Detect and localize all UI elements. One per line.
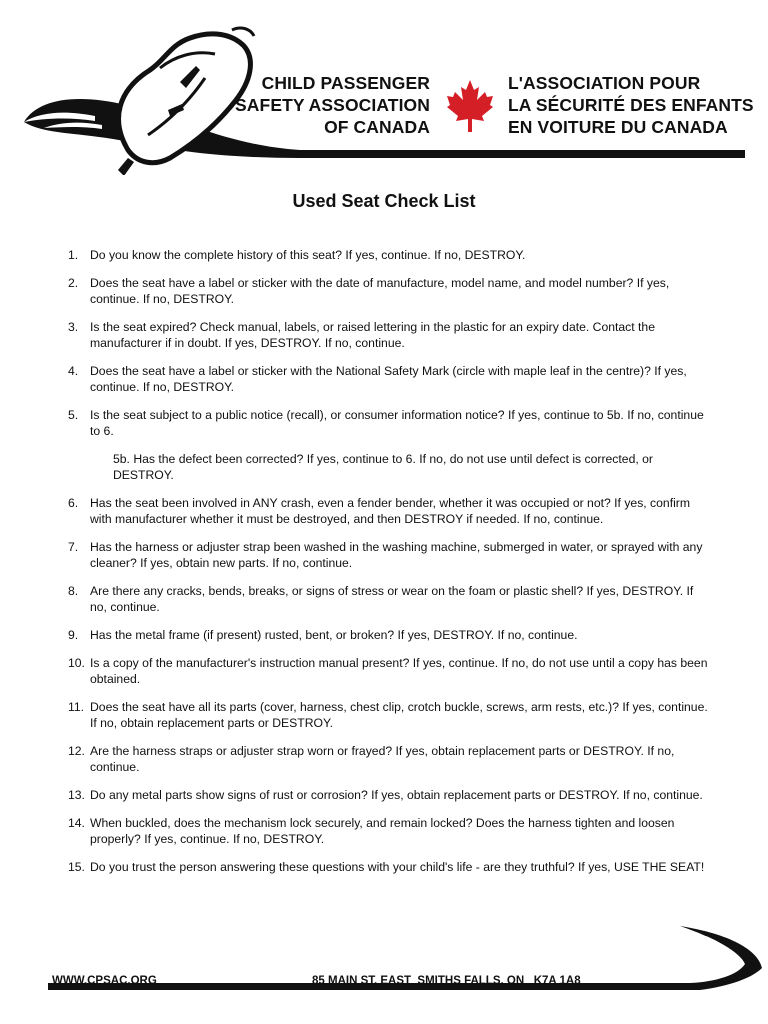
item-number: 14. <box>68 816 85 830</box>
org-name-english <box>235 72 430 138</box>
checklist-item <box>68 495 708 527</box>
item-text: Has the harness or adjuster strap been washed in the washing machine, submerged in water, or sprayed with any cleaner? If yes, obtain new parts. If no, continue. <box>90 540 703 570</box>
item-text: Has the metal frame (if present) rusted, bent, or broken? If yes, DESTROY. If no, continue. <box>90 628 578 642</box>
item-number: 9. <box>68 628 79 642</box>
org-name-fr-line: EN VOITURE DU CANADA <box>508 117 728 137</box>
item-text: Are the harness straps or adjuster strap worn or frayed? If yes, obtain replacement parts or DESTROY. If no, continue. <box>90 744 675 774</box>
item-number: 15. <box>68 860 85 874</box>
letterhead <box>0 0 768 175</box>
item-number: 2. <box>68 276 79 290</box>
item-text: Do you trust the person answering these questions with your child's life - are they truthful? If yes, USE THE SEAT! <box>90 860 705 874</box>
item-number: 13. <box>68 788 85 802</box>
page-title: Used Seat Check List <box>292 191 476 211</box>
checklist-item <box>68 319 708 351</box>
org-name-fr-line: LA SÉCURITÉ DES ENFANTS <box>508 95 754 115</box>
mailing-address: 85 MAIN ST. EAST SMITHS FALLS, ON K7A 1A8 <box>312 975 581 987</box>
item-text: When buckled, does the mechanism lock securely, and remain locked? Does the harness tighten and loosen properly? If yes, continue. If no, DESTROY. <box>90 816 675 846</box>
item-text: Does the seat have a label or sticker with the date of manufacture, model name, and model number? If yes, continue. If no, DESTROY. <box>90 276 670 306</box>
item-number: 7. <box>68 540 79 554</box>
item-number: 10. <box>68 656 85 670</box>
item-number: 8. <box>68 584 79 598</box>
road-swoosh-icon <box>0 920 768 1024</box>
page-footer <box>0 920 768 1024</box>
org-name-french <box>508 72 754 138</box>
maple-leaf-icon <box>446 78 494 134</box>
checklist-item <box>68 627 708 643</box>
website-link[interactable]: WWW.CPSAC.ORG <box>52 975 157 987</box>
item-text: Is the seat subject to a public notice (recall), or consumer information notice? If yes, continue to 5b. If no, continue to 6. <box>90 408 704 438</box>
item-number: 6. <box>68 496 79 510</box>
item-number: 12. <box>68 744 85 758</box>
checklist-item <box>68 247 708 263</box>
org-name-en-line: OF CANADA <box>324 117 430 137</box>
org-name-en-line: SAFETY ASSOCIATION <box>235 95 430 115</box>
item-text: Does the seat have a label or sticker with the National Safety Mark (circle with maple leaf in the centre)? If yes, continue. If no, DESTROY. <box>90 364 687 394</box>
checklist-item <box>68 699 708 731</box>
checklist-item <box>68 583 708 615</box>
item-number: 4. <box>68 364 79 378</box>
item-text: Is the seat expired? Check manual, labels, or raised lettering in the plastic for an expiry date. Contact the manufacturer if in doubt. If yes, DESTROY. If no, continue. <box>90 320 655 350</box>
checklist-item <box>68 275 708 307</box>
item-text: Has the seat been involved in ANY crash, even a fender bender, whether it was occupied or not? If yes, confirm with manufacturer whether it must be destroyed, and then DESTROY if needed. If no, continue. <box>90 496 691 526</box>
item-number: 11. <box>68 700 85 714</box>
checklist-item <box>68 743 708 775</box>
checklist-item <box>68 815 708 847</box>
org-name-en-line: CHILD PASSENGER <box>261 73 430 93</box>
item-text: Do any metal parts show signs of rust or corrosion? If yes, obtain replacement parts or DESTROY. If no, continue. <box>90 788 703 802</box>
item-number: 5. <box>68 408 79 422</box>
item-text: Is a copy of the manufacturer's instruction manual present? If yes, continue. If no, do not use until a copy has been obtained. <box>90 656 708 686</box>
item-number: 3. <box>68 320 79 334</box>
checklist <box>68 247 708 875</box>
checklist-item <box>68 363 708 395</box>
checklist-item <box>68 539 708 571</box>
item-number: 1. <box>68 248 79 262</box>
checklist-item <box>68 859 708 875</box>
item-text: Does the seat have all its parts (cover, harness, chest clip, crotch buckle, screws, arm rests, etc.)? If yes, continue. If no, obtain replacement parts or DESTROY. <box>90 700 708 730</box>
item-text: Are there any cracks, bends, breaks, or signs of stress or wear on the foam or plastic shell? If yes, DESTROY. If no, continue. <box>90 584 694 614</box>
checklist-item <box>68 407 708 483</box>
org-name-fr-line: L'ASSOCIATION POUR <box>508 73 701 93</box>
checklist-item <box>68 655 708 687</box>
item-text: Do you know the complete history of this seat? If yes, continue. If no, DESTROY. <box>90 248 526 262</box>
sub-item-5b: 5b. Has the defect been corrected? If yes, continue to 6. If no, do not use until defect is corrected, or DESTROY. <box>113 452 653 482</box>
checklist-item <box>68 787 708 803</box>
